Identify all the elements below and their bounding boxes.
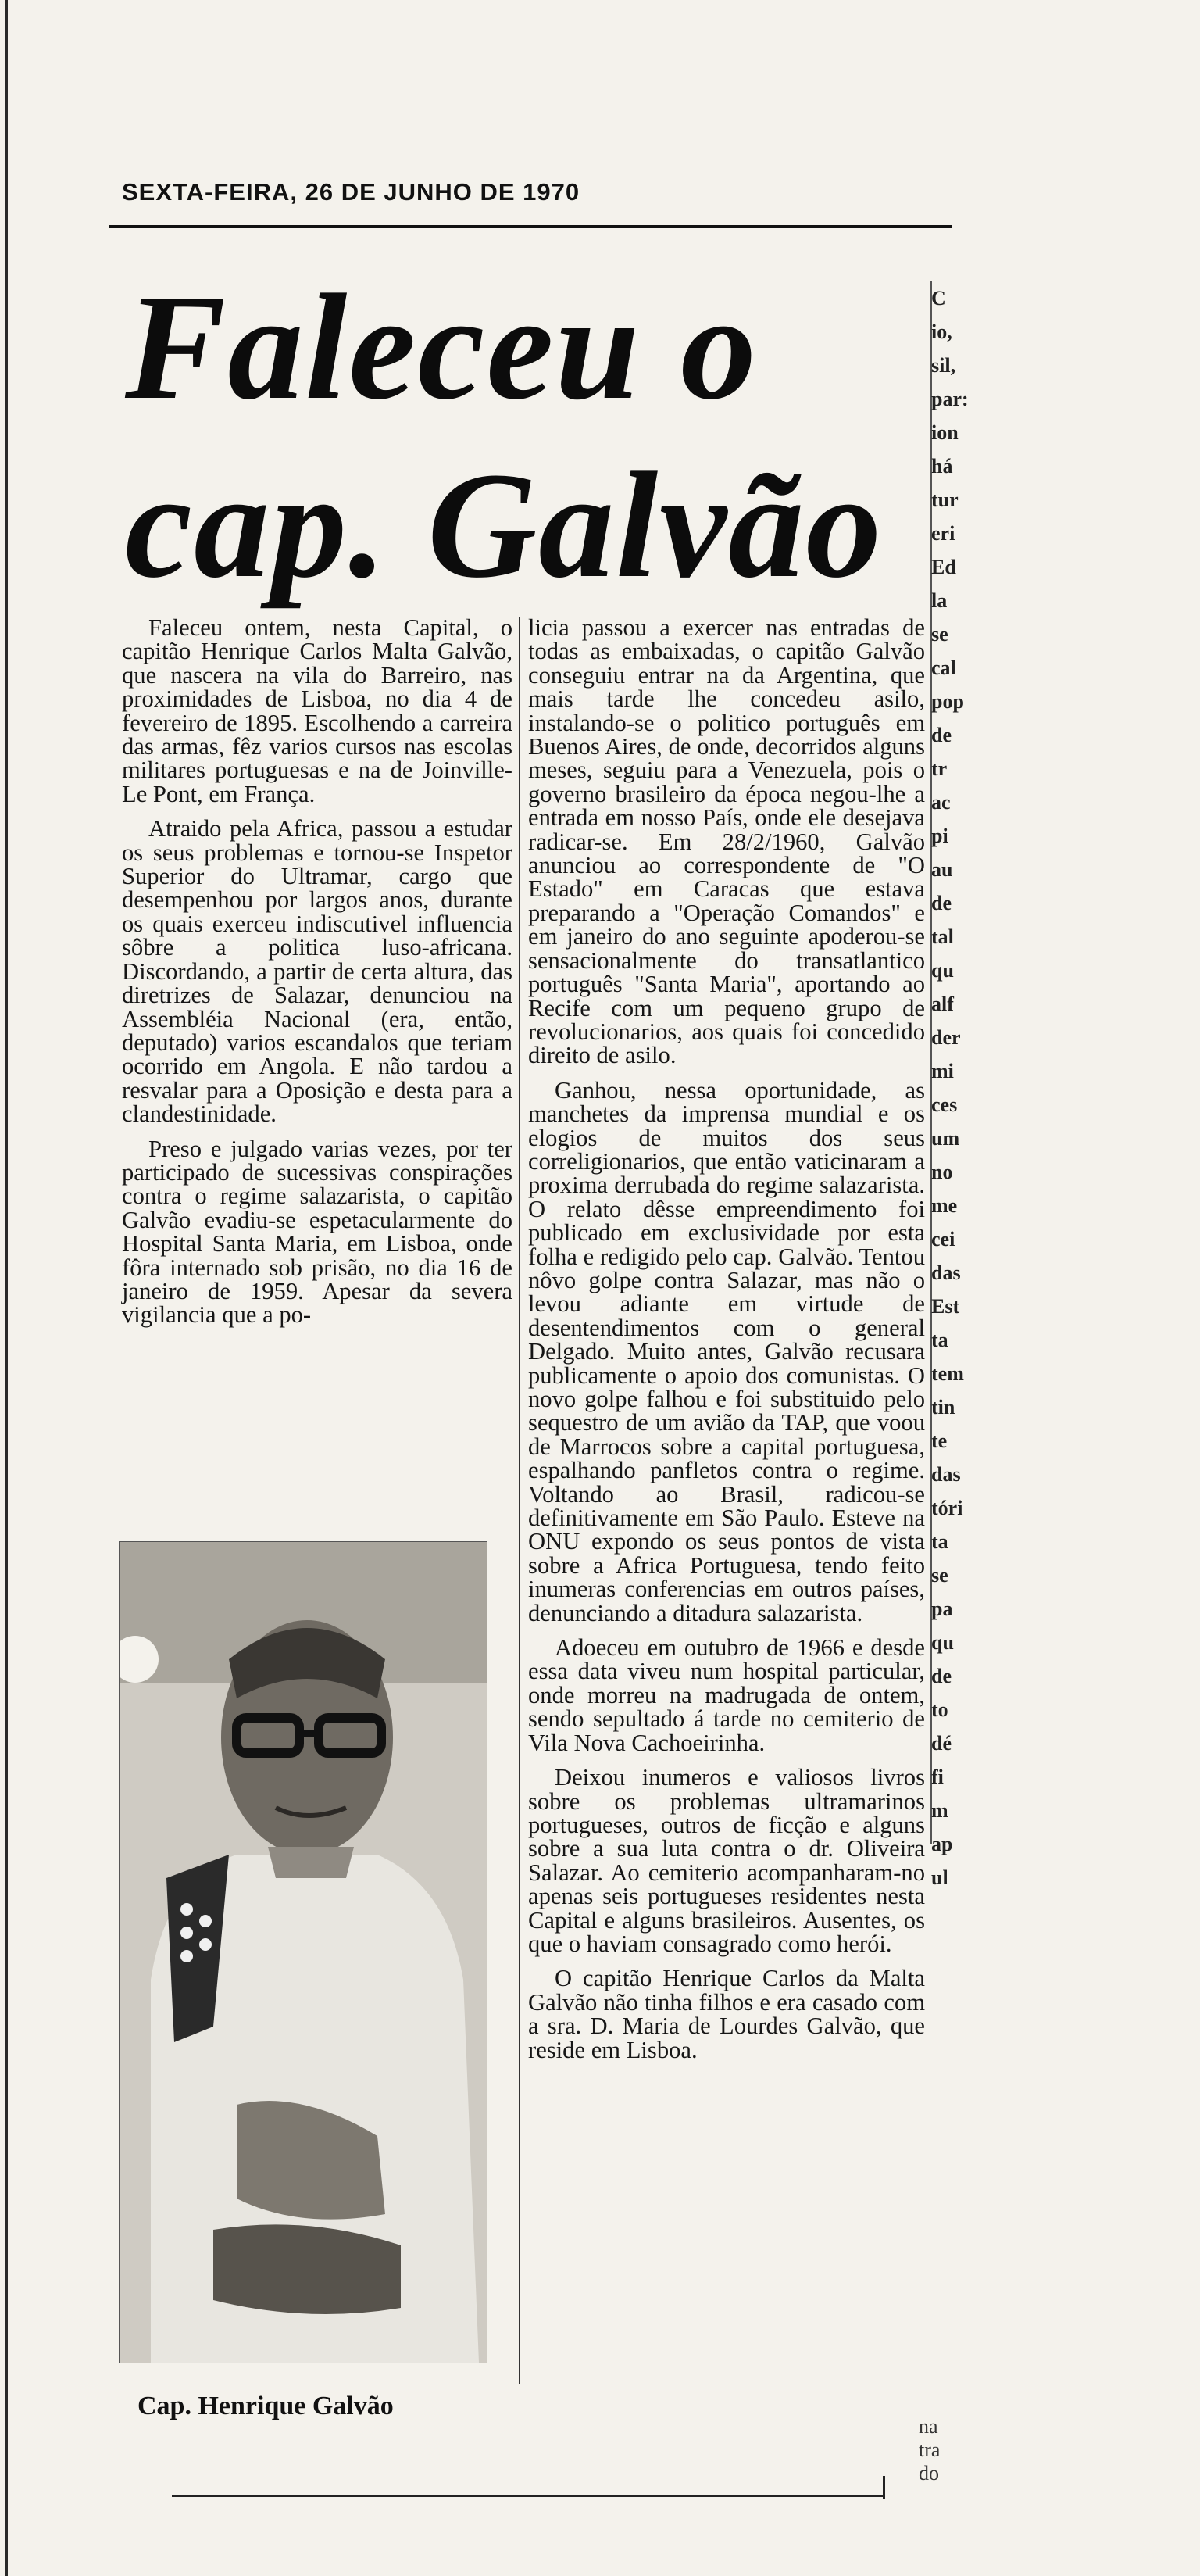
adjacent-fragment: fi — [931, 1766, 944, 1788]
paragraph: Preso e julgado varias vezes, por ter participado de sucessivas conspirações contra o regime salazarista, o capitão Galvão evadiu-se espetacularmente do Hospital Santa Maria, em Lisboa, onde fôra internado sob prisão, no dia 16 de janeiro de 1959. Apesar da severa vigilancia que a po- — [122, 1135, 512, 1329]
article-column-right — [528, 616, 925, 2437]
adjacent-fragment: Ed — [931, 556, 956, 578]
adjacent-fragment: sil, — [931, 354, 956, 377]
adjacent-fragment: par: — [931, 388, 969, 410]
bottom-rule-tick — [883, 2476, 885, 2499]
portrait-photo — [119, 1541, 488, 2363]
column-divider — [519, 617, 520, 2384]
adjacent-fragment: no — [931, 1161, 953, 1183]
adjacent-fragment: ta — [931, 1530, 948, 1553]
paragraph: Adoeceu em outubro de 1966 e desde essa data viveu num hospital particular, onde morreu na madrugada de ontem, sendo sepultado á tarde no cemiterio de Vila Nova Cachoeirinha. — [528, 1634, 925, 1756]
adjacent-fragment: pop — [931, 690, 964, 713]
adjacent-fragment: de — [931, 1665, 952, 1687]
headline — [125, 258, 930, 614]
adjacent-fragment: ta — [931, 1329, 948, 1351]
page-edge — [5, 0, 8, 2576]
adjacent-fragment: der — [931, 1026, 961, 1049]
adjacent-fragment: mi — [931, 1060, 954, 1082]
adjacent-bottom-fragment: tra — [919, 2438, 941, 2461]
adjacent-fragment: tem — [931, 1362, 964, 1385]
photo-caption: Cap. Henrique Galvão — [138, 2392, 394, 2420]
paragraph: Atraido pela Africa, passou a estudar os seus problemas e tornou-se Inspetor Superior do Ultramar, cargo que desempenhou por largos anos, durante os quais exerceu indiscutivel influencia sôbre a politica luso-africana. Discordando, a partir de certa altura, das diretrizes de Salazar, denunciou na Assembléia Nacional (era, então, deputado) varios escandalos que teriam ocorrido em Angola. E não tardou a resvalar para a Oposição e desta para a clandestinidade. — [122, 815, 512, 1128]
headline-line-2: cap. Galvão — [125, 441, 884, 609]
adjacent-fragment: das — [931, 1261, 961, 1284]
adjacent-fragment: há — [931, 455, 953, 478]
adjacent-fragment: pi — [931, 825, 948, 847]
dateline: SEXTA-FEIRA, 26 DE JUNHO DE 1970 — [122, 178, 580, 206]
adjacent-bottom-fragment: do — [919, 2462, 939, 2485]
adjacent-fragment: um — [931, 1127, 960, 1150]
adjacent-bottom-fragments — [919, 2415, 966, 2485]
adjacent-fragment: alf — [931, 993, 954, 1015]
paragraph: Ganhou, nessa oportunidade, as manchetes da imprensa mundial e os elogios de muitos dos seus correligionarios, que então vaticinaram a proxima derrubada do regime salazarista. O relato dêsse empreendimento foi publicado em exclusividade por esta folha e redigido pelo cap. Galvão. Tentou nôvo golpe contra Salazar, mas não o levou adiante em virtude de desentendimentos com o general Delgado. Muito antes, Galvão recusara publicamente o apoio dos comunistas. O novo golpe falhou e foi substituido pelo sequestro de um avião da TAP, que voou de Marrocos sobre a capital portuguesa, espalhando panfletos contra o regime. Voltando ao Brasil, radicou-se definitivamente em São Paulo. Esteve na ONU expondo os seus pontos de vista sobre a Africa Portuguesa, tendo feito inumeras conferencias em outros países, denunciando a ditadura salazarista. — [528, 1076, 925, 1626]
adjacent-fragment: ap — [931, 1833, 953, 1855]
portrait-illustration — [120, 1542, 487, 2363]
adjacent-fragment: cei — [931, 1228, 955, 1250]
adjacent-fragment: qu — [931, 959, 954, 982]
adjacent-fragment: tal — [931, 925, 954, 948]
adjacent-fragment: eri — [931, 522, 955, 545]
adjacent-fragment: das — [931, 1463, 961, 1486]
headline-line-1: Faleceu o — [125, 263, 759, 431]
adjacent-fragment: ion — [931, 421, 959, 444]
paragraph: O capitão Henrique Carlos da Malta Galvão não tinha filhos e era casado com a sra. D. Maria de Lourdes Galvão, que reside em Lisboa. — [528, 1965, 925, 2063]
adjacent-fragment: qu — [931, 1631, 954, 1654]
adjacent-fragment: pa — [931, 1597, 953, 1620]
adjacent-fragment: ac — [931, 791, 951, 814]
adjacent-fragment: se — [931, 1564, 948, 1587]
adjacent-fragment: C — [931, 287, 946, 309]
article-column-left — [122, 616, 512, 1338]
adjacent-fragment: de — [931, 724, 952, 746]
paragraph: Faleceu ontem, nesta Capital, o capitão Henrique Carlos Malta Galvão, que nascera na vila do Barreiro, nas proximidades de Lisboa, no dia 4 de fevereiro de 1895. Escolhendo a carreira das armas, fêz varios cursos nas escolas militares portuguesas e na de Joinville-Le Pont, em França. — [122, 614, 512, 807]
adjacent-fragment: tr — [931, 757, 948, 780]
adjacent-fragment: se — [931, 623, 948, 646]
top-rule — [109, 225, 952, 228]
adjacent-fragment: de — [931, 892, 952, 914]
adjacent-column-fragments — [931, 281, 978, 1889]
adjacent-fragment: tin — [931, 1396, 955, 1419]
adjacent-bottom-fragment: na — [919, 2415, 938, 2438]
adjacent-fragment: au — [931, 858, 953, 881]
paragraph: licia passou a exercer nas entradas de todas as embaixadas, o capitão Galvão conseguiu entrar na da Argentina, que mais tarde lhe concedeu asilo, instalando-se o politico português em Buenos Aires, de onde, decorridos alguns meses, seguiu para a Venezuela, pois o governo brasileiro da época negou-lhe a entrada em nosso País, onde ele desejava radicar-se. Em 28/2/1960, Galvão anunciou ao correspondente de "O Estado" em Caracas que estava preparando a "Operação Comandos" e em janeiro do ano seguinte apoderou-se sensacionalmente do transatlantico português "Santa Maria", aportando ao Recife com um pequeno grupo de revolucionarios, aos quais foi concedido direito de asilo. — [528, 616, 925, 1069]
adjacent-fragment: tur — [931, 488, 959, 511]
adjacent-fragment: cal — [931, 657, 956, 679]
adjacent-fragment: m — [931, 1799, 948, 1822]
adjacent-fragment: ces — [931, 1093, 958, 1116]
adjacent-fragment: me — [931, 1194, 958, 1217]
adjacent-fragment: tóri — [931, 1497, 963, 1519]
adjacent-fragment: te — [931, 1429, 948, 1452]
bottom-rule — [172, 2495, 884, 2497]
adjacent-fragment: dé — [931, 1732, 952, 1755]
adjacent-fragment: io, — [931, 320, 952, 343]
adjacent-fragment: to — [931, 1698, 948, 1721]
adjacent-fragment: ul — [931, 1866, 948, 1889]
paragraph: Deixou inumeros e valiosos livros sobre os problemas ultramarinos portugueses, outros de ficção e alguns sobre a sua luta contra o dr. Oliveira Salazar. Ao cemiterio acompanharam-no apenas seis portugueses residentes nesta Capital e alguns brasileiros. Ausentes, os que o haviam consagrado como herói. — [528, 1764, 925, 1957]
adjacent-fragment: la — [931, 589, 948, 612]
adjacent-fragment: Est — [931, 1295, 960, 1318]
